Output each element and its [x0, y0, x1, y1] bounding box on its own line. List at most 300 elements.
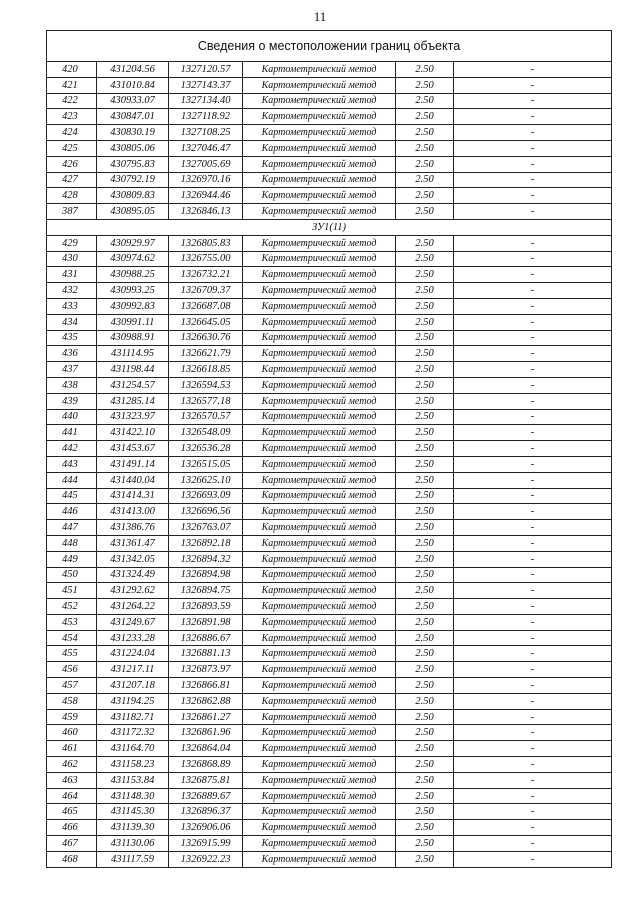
method-cell: Картометрический метод: [243, 425, 396, 441]
method-cell: Картометрический метод: [243, 646, 396, 662]
method-cell: Картометрический метод: [243, 614, 396, 630]
point-number-cell: 426: [47, 156, 97, 172]
y-coordinate-cell: 1326886.67: [169, 630, 243, 646]
point-number-cell: 445: [47, 488, 97, 504]
method-cell: Картометрический метод: [243, 172, 396, 188]
x-coordinate-cell: 431145.30: [97, 804, 169, 820]
point-number-cell: 433: [47, 298, 97, 314]
y-coordinate-cell: 1326577.18: [169, 393, 243, 409]
y-coordinate-cell: 1326873.97: [169, 662, 243, 678]
method-cell: Картометрический метод: [243, 599, 396, 615]
accuracy-cell: 2.50: [396, 377, 454, 393]
point-number-cell: 440: [47, 409, 97, 425]
method-cell: Картометрический метод: [243, 678, 396, 694]
point-number-cell: 428: [47, 188, 97, 204]
description-cell: -: [454, 520, 612, 536]
y-coordinate-cell: 1326732.21: [169, 267, 243, 283]
table-row: [47, 535, 612, 551]
accuracy-cell: 2.50: [396, 693, 454, 709]
y-coordinate-cell: 1327046.47: [169, 140, 243, 156]
method-cell: Картометрический метод: [243, 488, 396, 504]
table-row: [47, 488, 612, 504]
y-coordinate-cell: 1326687.08: [169, 298, 243, 314]
method-cell: Картометрический метод: [243, 535, 396, 551]
table-row: [47, 836, 612, 852]
description-cell: -: [454, 472, 612, 488]
x-coordinate-cell: 430993.25: [97, 283, 169, 299]
point-number-cell: 432: [47, 283, 97, 299]
accuracy-cell: 2.50: [396, 251, 454, 267]
accuracy-cell: 2.50: [396, 235, 454, 251]
description-cell: -: [454, 314, 612, 330]
description-cell: -: [454, 820, 612, 836]
accuracy-cell: 2.50: [396, 362, 454, 378]
method-cell: Картометрический метод: [243, 836, 396, 852]
y-coordinate-cell: 1326625.10: [169, 472, 243, 488]
y-coordinate-cell: 1326696.56: [169, 504, 243, 520]
table-row: [47, 662, 612, 678]
x-coordinate-cell: 431422.10: [97, 425, 169, 441]
accuracy-cell: 2.50: [396, 709, 454, 725]
page-number: 11: [313, 9, 327, 24]
accuracy-cell: 2.50: [396, 441, 454, 457]
description-cell: -: [454, 204, 612, 220]
x-coordinate-cell: 431453.67: [97, 441, 169, 457]
table-row: [47, 125, 612, 141]
table-row: [47, 409, 612, 425]
y-coordinate-cell: 1326861.96: [169, 725, 243, 741]
x-coordinate-cell: 430830.19: [97, 125, 169, 141]
description-cell: -: [454, 630, 612, 646]
accuracy-cell: 2.50: [396, 156, 454, 172]
description-cell: -: [454, 235, 612, 251]
description-cell: -: [454, 425, 612, 441]
y-coordinate-cell: 1326889.67: [169, 788, 243, 804]
point-number-cell: 455: [47, 646, 97, 662]
accuracy-cell: 2.50: [396, 504, 454, 520]
accuracy-cell: 2.50: [396, 741, 454, 757]
table-row: [47, 709, 612, 725]
accuracy-cell: 2.50: [396, 77, 454, 93]
description-cell: -: [454, 725, 612, 741]
method-cell: Картометрический метод: [243, 583, 396, 599]
x-coordinate-cell: 431491.14: [97, 456, 169, 472]
y-coordinate-cell: 1326893.59: [169, 599, 243, 615]
table-row: [47, 283, 612, 299]
description-cell: -: [454, 346, 612, 362]
accuracy-cell: 2.50: [396, 788, 454, 804]
y-coordinate-cell: 1326944.46: [169, 188, 243, 204]
x-coordinate-cell: 430895.05: [97, 204, 169, 220]
table-row: [47, 140, 612, 156]
table-row: [47, 267, 612, 283]
y-coordinate-cell: 1326618.85: [169, 362, 243, 378]
method-cell: Картометрический метод: [243, 125, 396, 141]
point-number-cell: 442: [47, 441, 97, 457]
y-coordinate-cell: 1326894.32: [169, 551, 243, 567]
accuracy-cell: 2.50: [396, 520, 454, 536]
method-cell: Картометрический метод: [243, 362, 396, 378]
description-cell: -: [454, 804, 612, 820]
point-number-cell: 462: [47, 757, 97, 773]
table-row: [47, 235, 612, 251]
description-cell: -: [454, 535, 612, 551]
y-coordinate-cell: 1326515.05: [169, 456, 243, 472]
method-cell: Картометрический метод: [243, 851, 396, 867]
table-row: [47, 772, 612, 788]
table-row: [47, 757, 612, 773]
x-coordinate-cell: 431254.57: [97, 377, 169, 393]
accuracy-cell: 2.50: [396, 725, 454, 741]
y-coordinate-cell: 1326630.76: [169, 330, 243, 346]
x-coordinate-cell: 431130.06: [97, 836, 169, 852]
description-cell: -: [454, 298, 612, 314]
y-coordinate-cell: 1326621.79: [169, 346, 243, 362]
y-coordinate-cell: 1326709.37: [169, 283, 243, 299]
point-number-cell: 387: [47, 204, 97, 220]
point-number-cell: 460: [47, 725, 97, 741]
method-cell: Картометрический метод: [243, 551, 396, 567]
x-coordinate-cell: 430792.19: [97, 172, 169, 188]
table-row: [47, 188, 612, 204]
x-coordinate-cell: 431224.04: [97, 646, 169, 662]
y-coordinate-cell: 1327118.92: [169, 109, 243, 125]
table-row: [47, 630, 612, 646]
point-number-cell: 450: [47, 567, 97, 583]
x-coordinate-cell: 431194.25: [97, 693, 169, 709]
x-coordinate-cell: 431117.59: [97, 851, 169, 867]
x-coordinate-cell: 431233.28: [97, 630, 169, 646]
point-number-cell: 441: [47, 425, 97, 441]
method-cell: Картометрический метод: [243, 346, 396, 362]
description-cell: -: [454, 757, 612, 773]
accuracy-cell: 2.50: [396, 583, 454, 599]
description-cell: -: [454, 788, 612, 804]
x-coordinate-cell: 430988.91: [97, 330, 169, 346]
y-coordinate-cell: 1327005.69: [169, 156, 243, 172]
x-coordinate-cell: 431386.76: [97, 520, 169, 536]
point-number-cell: 431: [47, 267, 97, 283]
y-coordinate-cell: 1326846.13: [169, 204, 243, 220]
description-cell: -: [454, 62, 612, 78]
x-coordinate-cell: 431204.56: [97, 62, 169, 78]
table-row: [47, 362, 612, 378]
y-coordinate-cell: 1326862.88: [169, 693, 243, 709]
point-number-cell: 456: [47, 662, 97, 678]
table-row: [47, 788, 612, 804]
description-cell: -: [454, 188, 612, 204]
description-cell: -: [454, 441, 612, 457]
x-coordinate-cell: 431172.32: [97, 725, 169, 741]
description-cell: -: [454, 393, 612, 409]
y-coordinate-cell: 1326892.18: [169, 535, 243, 551]
accuracy-cell: 2.50: [396, 125, 454, 141]
y-coordinate-cell: 1327143.37: [169, 77, 243, 93]
y-coordinate-cell: 1326894.75: [169, 583, 243, 599]
point-number-cell: 425: [47, 140, 97, 156]
x-coordinate-cell: 430929.97: [97, 235, 169, 251]
x-coordinate-cell: 430933.07: [97, 93, 169, 109]
x-coordinate-cell: 430988.25: [97, 267, 169, 283]
y-coordinate-cell: 1326866.81: [169, 678, 243, 694]
accuracy-cell: 2.50: [396, 646, 454, 662]
point-number-cell: 454: [47, 630, 97, 646]
y-coordinate-cell: 1326755.00: [169, 251, 243, 267]
description-cell: -: [454, 709, 612, 725]
point-number-cell: 420: [47, 62, 97, 78]
y-coordinate-cell: 1326536.28: [169, 441, 243, 457]
table-row: [47, 425, 612, 441]
table-row: [47, 456, 612, 472]
x-coordinate-cell: 431361.47: [97, 535, 169, 551]
method-cell: Картометрический метод: [243, 330, 396, 346]
method-cell: Картометрический метод: [243, 314, 396, 330]
x-coordinate-cell: 430991.11: [97, 314, 169, 330]
method-cell: Картометрический метод: [243, 662, 396, 678]
y-coordinate-cell: 1326881.13: [169, 646, 243, 662]
table-row: [47, 472, 612, 488]
y-coordinate-cell: 1326868.89: [169, 757, 243, 773]
table-row: [47, 804, 612, 820]
accuracy-cell: 2.50: [396, 630, 454, 646]
accuracy-cell: 2.50: [396, 567, 454, 583]
description-cell: -: [454, 172, 612, 188]
accuracy-cell: 2.50: [396, 488, 454, 504]
accuracy-cell: 2.50: [396, 820, 454, 836]
table-body: [47, 31, 612, 868]
x-coordinate-cell: 430805.06: [97, 140, 169, 156]
section-header-row: [47, 219, 612, 235]
description-cell: -: [454, 125, 612, 141]
table-row: [47, 62, 612, 78]
table-row: [47, 741, 612, 757]
y-coordinate-cell: 1326922.23: [169, 851, 243, 867]
method-cell: Картометрический метод: [243, 409, 396, 425]
accuracy-cell: 2.50: [396, 772, 454, 788]
description-cell: -: [454, 551, 612, 567]
x-coordinate-cell: 431148.30: [97, 788, 169, 804]
y-coordinate-cell: 1326805.83: [169, 235, 243, 251]
accuracy-cell: 2.50: [396, 346, 454, 362]
point-number-cell: 437: [47, 362, 97, 378]
accuracy-cell: 2.50: [396, 599, 454, 615]
description-cell: -: [454, 614, 612, 630]
point-number-cell: 439: [47, 393, 97, 409]
x-coordinate-cell: 431153.84: [97, 772, 169, 788]
description-cell: -: [454, 836, 612, 852]
table-row: [47, 172, 612, 188]
point-number-cell: 468: [47, 851, 97, 867]
accuracy-cell: 2.50: [396, 93, 454, 109]
table-row: [47, 346, 612, 362]
accuracy-cell: 2.50: [396, 172, 454, 188]
y-coordinate-cell: 1326894.98: [169, 567, 243, 583]
point-number-cell: 453: [47, 614, 97, 630]
point-number-cell: 421: [47, 77, 97, 93]
description-cell: -: [454, 267, 612, 283]
method-cell: Картометрический метод: [243, 693, 396, 709]
point-number-cell: 435: [47, 330, 97, 346]
point-number-cell: 466: [47, 820, 97, 836]
method-cell: Картометрический метод: [243, 235, 396, 251]
table-row: [47, 298, 612, 314]
method-cell: Картометрический метод: [243, 441, 396, 457]
description-cell: -: [454, 772, 612, 788]
accuracy-cell: 2.50: [396, 188, 454, 204]
x-coordinate-cell: 431182.71: [97, 709, 169, 725]
description-cell: -: [454, 251, 612, 267]
method-cell: Картометрический метод: [243, 772, 396, 788]
point-number-cell: 452: [47, 599, 97, 615]
description-cell: -: [454, 741, 612, 757]
method-cell: Картометрический метод: [243, 804, 396, 820]
point-number-cell: 430: [47, 251, 97, 267]
y-coordinate-cell: 1326693.09: [169, 488, 243, 504]
method-cell: Картометрический метод: [243, 788, 396, 804]
table-row: [47, 725, 612, 741]
method-cell: Картометрический метод: [243, 156, 396, 172]
accuracy-cell: 2.50: [396, 314, 454, 330]
method-cell: Картометрический метод: [243, 377, 396, 393]
description-cell: -: [454, 93, 612, 109]
description-cell: -: [454, 583, 612, 599]
y-coordinate-cell: 1326570.57: [169, 409, 243, 425]
description-cell: -: [454, 567, 612, 583]
description-cell: -: [454, 362, 612, 378]
table-row: [47, 93, 612, 109]
y-coordinate-cell: 1326915.99: [169, 836, 243, 852]
description-cell: -: [454, 599, 612, 615]
accuracy-cell: 2.50: [396, 614, 454, 630]
x-coordinate-cell: 431285.14: [97, 393, 169, 409]
table-row: [47, 567, 612, 583]
description-cell: -: [454, 283, 612, 299]
point-number-cell: 457: [47, 678, 97, 694]
table-title-row: [47, 31, 612, 62]
x-coordinate-cell: 431010.84: [97, 77, 169, 93]
x-coordinate-cell: 431164.70: [97, 741, 169, 757]
y-coordinate-cell: 1326548.09: [169, 425, 243, 441]
point-number-cell: 461: [47, 741, 97, 757]
point-number-cell: 429: [47, 235, 97, 251]
table-row: [47, 646, 612, 662]
method-cell: Картометрический метод: [243, 472, 396, 488]
description-cell: -: [454, 456, 612, 472]
description-cell: -: [454, 140, 612, 156]
x-coordinate-cell: 431342.05: [97, 551, 169, 567]
x-coordinate-cell: 431413.00: [97, 504, 169, 520]
point-number-cell: 458: [47, 693, 97, 709]
y-coordinate-cell: 1326970.16: [169, 172, 243, 188]
table-row: [47, 614, 612, 630]
section-label: ЗУ1(11): [47, 219, 612, 235]
x-coordinate-cell: 431114.95: [97, 346, 169, 362]
accuracy-cell: 2.50: [396, 298, 454, 314]
y-coordinate-cell: 1326864.04: [169, 741, 243, 757]
point-number-cell: 463: [47, 772, 97, 788]
table-row: [47, 156, 612, 172]
x-coordinate-cell: 431440.04: [97, 472, 169, 488]
accuracy-cell: 2.50: [396, 678, 454, 694]
table-row: [47, 851, 612, 867]
description-cell: -: [454, 851, 612, 867]
accuracy-cell: 2.50: [396, 551, 454, 567]
description-cell: -: [454, 488, 612, 504]
method-cell: Картометрический метод: [243, 188, 396, 204]
method-cell: Картометрический метод: [243, 140, 396, 156]
table-row: [47, 251, 612, 267]
x-coordinate-cell: 431217.11: [97, 662, 169, 678]
table-row: [47, 204, 612, 220]
description-cell: -: [454, 377, 612, 393]
point-number-cell: 438: [47, 377, 97, 393]
x-coordinate-cell: 431323.97: [97, 409, 169, 425]
point-number-cell: 422: [47, 93, 97, 109]
point-number-cell: 451: [47, 583, 97, 599]
y-coordinate-cell: 1326906.06: [169, 820, 243, 836]
method-cell: Картометрический метод: [243, 204, 396, 220]
accuracy-cell: 2.50: [396, 393, 454, 409]
accuracy-cell: 2.50: [396, 330, 454, 346]
method-cell: Картометрический метод: [243, 709, 396, 725]
point-number-cell: 467: [47, 836, 97, 852]
accuracy-cell: 2.50: [396, 409, 454, 425]
method-cell: Картометрический метод: [243, 456, 396, 472]
point-number-cell: 447: [47, 520, 97, 536]
boundary-coordinates-table: [46, 30, 612, 868]
table-row: [47, 393, 612, 409]
method-cell: Картометрический метод: [243, 109, 396, 125]
accuracy-cell: 2.50: [396, 109, 454, 125]
table-row: [47, 820, 612, 836]
method-cell: Картометрический метод: [243, 251, 396, 267]
y-coordinate-cell: 1326763.07: [169, 520, 243, 536]
method-cell: Картометрический метод: [243, 520, 396, 536]
method-cell: Картометрический метод: [243, 630, 396, 646]
table-row: [47, 504, 612, 520]
table-row: [47, 520, 612, 536]
point-number-cell: 449: [47, 551, 97, 567]
method-cell: Картометрический метод: [243, 267, 396, 283]
table-row: [47, 330, 612, 346]
point-number-cell: 459: [47, 709, 97, 725]
x-coordinate-cell: 430974.62: [97, 251, 169, 267]
point-number-cell: 424: [47, 125, 97, 141]
method-cell: Картометрический метод: [243, 77, 396, 93]
method-cell: Картометрический метод: [243, 757, 396, 773]
method-cell: Картометрический метод: [243, 725, 396, 741]
method-cell: Картометрический метод: [243, 298, 396, 314]
description-cell: -: [454, 109, 612, 125]
accuracy-cell: 2.50: [396, 267, 454, 283]
y-coordinate-cell: 1326861.27: [169, 709, 243, 725]
accuracy-cell: 2.50: [396, 804, 454, 820]
table-row: [47, 441, 612, 457]
accuracy-cell: 2.50: [396, 425, 454, 441]
point-number-cell: 443: [47, 456, 97, 472]
y-coordinate-cell: 1326645.05: [169, 314, 243, 330]
method-cell: Картометрический метод: [243, 504, 396, 520]
table-row: [47, 314, 612, 330]
x-coordinate-cell: 431292.62: [97, 583, 169, 599]
description-cell: -: [454, 409, 612, 425]
accuracy-cell: 2.50: [396, 456, 454, 472]
accuracy-cell: 2.50: [396, 140, 454, 156]
accuracy-cell: 2.50: [396, 836, 454, 852]
y-coordinate-cell: 1327108.25: [169, 125, 243, 141]
point-number-cell: 444: [47, 472, 97, 488]
method-cell: Картометрический метод: [243, 820, 396, 836]
